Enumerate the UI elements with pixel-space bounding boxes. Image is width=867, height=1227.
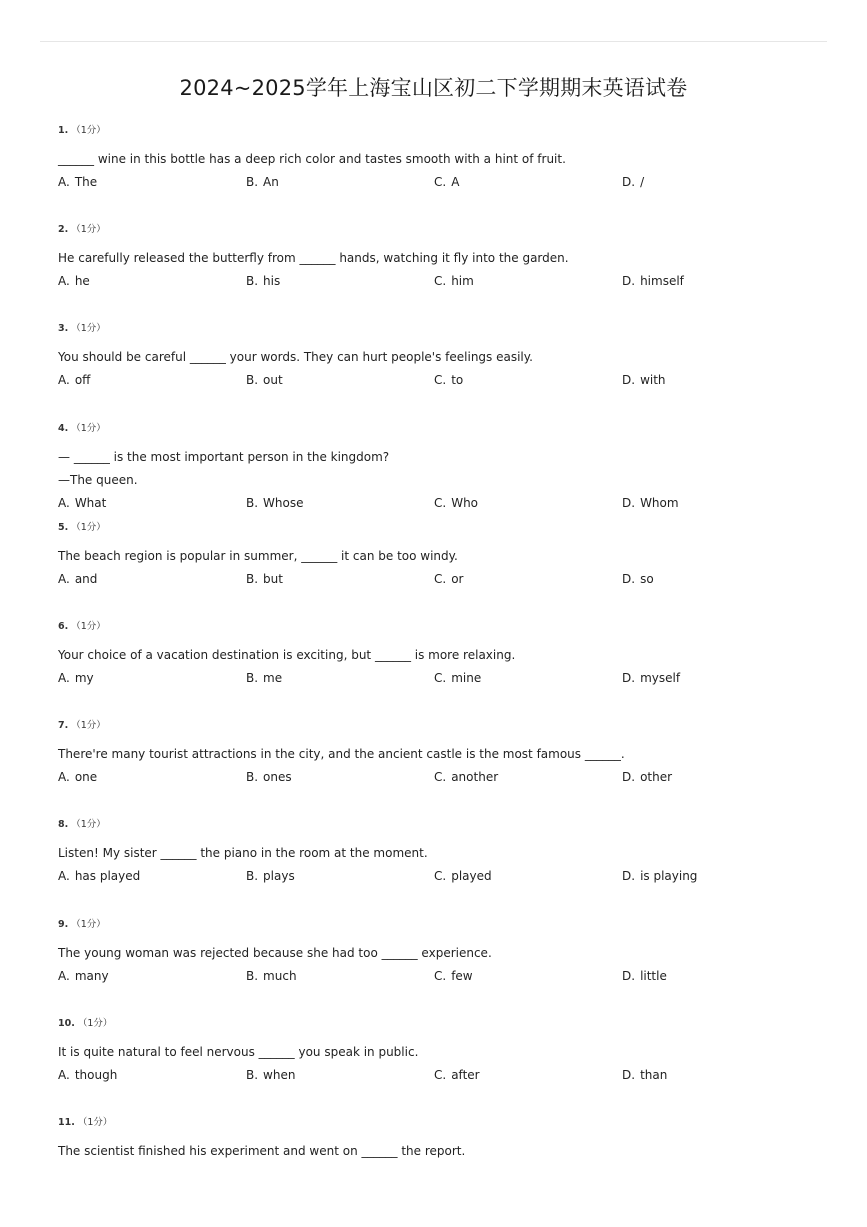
option-letter: C. bbox=[434, 373, 447, 388]
question-item bbox=[58, 616, 838, 715]
answer-option bbox=[434, 766, 498, 789]
question-item bbox=[58, 914, 838, 1013]
option-letter: A. bbox=[58, 1067, 70, 1082]
question-header bbox=[58, 618, 106, 632]
answer-option bbox=[246, 667, 282, 690]
header-divider bbox=[40, 41, 827, 42]
option-letter: B. bbox=[246, 869, 259, 884]
answer-option bbox=[434, 965, 473, 988]
option-text: when bbox=[263, 1067, 296, 1082]
option-text: Whose bbox=[263, 495, 304, 510]
question-item bbox=[58, 517, 838, 616]
question-header bbox=[58, 1114, 112, 1128]
answer-option bbox=[58, 965, 109, 988]
answer-option bbox=[434, 865, 492, 888]
question-score: （1分） bbox=[77, 1116, 113, 1128]
answer-option bbox=[58, 766, 97, 789]
question-number: 2. bbox=[58, 224, 69, 236]
question-text: Your choice of a vacation destination is exciting, but ______ is more relaxing. bbox=[58, 647, 516, 662]
question-item bbox=[58, 318, 838, 417]
answer-options bbox=[58, 766, 673, 789]
option-letter: A. bbox=[58, 670, 70, 685]
question-body bbox=[58, 1140, 465, 1163]
answer-options bbox=[58, 1064, 668, 1087]
answer-option bbox=[622, 1064, 667, 1087]
option-letter: A. bbox=[58, 869, 70, 884]
question-header bbox=[58, 816, 106, 830]
question-text: You should be careful ______ your words. They can hurt people's feelings easily. bbox=[58, 350, 533, 365]
question-number: 8. bbox=[58, 819, 69, 831]
answer-option bbox=[434, 369, 463, 392]
question-header bbox=[58, 320, 106, 334]
question-score: （1分） bbox=[71, 422, 106, 434]
answer-option bbox=[58, 1064, 117, 1087]
answer-option bbox=[622, 492, 679, 515]
option-text: Who bbox=[451, 495, 479, 510]
option-letter: C. bbox=[434, 869, 447, 884]
answer-option bbox=[246, 568, 283, 591]
question-text: He carefully released the butterfly from ______ hands, watching it fly into the garden. bbox=[58, 251, 569, 266]
option-text: plays bbox=[263, 869, 295, 884]
option-text: mine bbox=[451, 670, 482, 685]
question-header bbox=[58, 221, 106, 235]
question-text: There're many tourist attractions in the city, and the ancient castle is the most famous ______. bbox=[58, 747, 625, 762]
option-letter: A. bbox=[58, 175, 70, 189]
option-text: many bbox=[74, 968, 109, 983]
question-text: The beach region is popular in summer, ______ it can be too windy. bbox=[58, 548, 458, 563]
answer-option bbox=[622, 171, 644, 194]
question-text: — ______ is the most important person in the kingdom? bbox=[58, 449, 390, 464]
answer-option bbox=[246, 492, 304, 515]
option-text: with bbox=[640, 373, 666, 388]
question-body bbox=[58, 148, 645, 194]
question-header bbox=[58, 916, 106, 930]
answer-option bbox=[434, 667, 481, 690]
question-text: The scientist finished his experiment and went on ______ the report. bbox=[58, 1143, 466, 1158]
answer-option bbox=[622, 369, 666, 392]
option-text: he bbox=[74, 274, 90, 289]
option-letter: B. bbox=[246, 571, 259, 586]
question-item bbox=[58, 1013, 838, 1112]
answer-options bbox=[58, 965, 667, 988]
option-text: has played bbox=[74, 869, 141, 884]
answer-options bbox=[58, 492, 679, 515]
option-letter: B. bbox=[246, 175, 259, 189]
answer-option bbox=[434, 270, 474, 293]
option-letter: D. bbox=[622, 495, 636, 510]
question-body bbox=[58, 743, 673, 789]
option-text: so bbox=[640, 571, 654, 586]
option-letter: B. bbox=[246, 1067, 259, 1082]
question-score: （1分） bbox=[77, 1017, 113, 1029]
answer-option bbox=[246, 1064, 295, 1087]
option-text: one bbox=[74, 770, 98, 785]
option-text: A bbox=[451, 175, 460, 189]
question-score: （1分） bbox=[71, 323, 106, 335]
question-body bbox=[58, 942, 667, 988]
question-header bbox=[58, 1015, 112, 1029]
answer-option bbox=[246, 171, 279, 194]
question-score: （1分） bbox=[71, 918, 106, 930]
option-text: me bbox=[263, 670, 283, 685]
answer-option bbox=[58, 667, 94, 690]
option-text: much bbox=[263, 968, 297, 983]
answer-option bbox=[246, 965, 297, 988]
answer-option bbox=[434, 1064, 480, 1087]
question-body bbox=[58, 545, 654, 591]
question-score: （1分） bbox=[71, 521, 106, 533]
answer-option bbox=[434, 492, 478, 515]
answer-option bbox=[246, 865, 295, 888]
option-text: off bbox=[74, 373, 91, 388]
question-body bbox=[58, 346, 666, 392]
option-text: The bbox=[74, 175, 98, 189]
question-text: It is quite natural to feel nervous ______ you speak in public. bbox=[58, 1044, 419, 1059]
option-letter: B. bbox=[246, 770, 259, 785]
question-item bbox=[58, 418, 838, 517]
question-list bbox=[58, 120, 838, 1211]
question-number: 5. bbox=[58, 521, 69, 533]
option-letter: B. bbox=[246, 274, 259, 289]
question-text: The young woman was rejected because she had too ______ experience. bbox=[58, 945, 492, 960]
question-text: —The queen. bbox=[58, 472, 138, 487]
option-text: myself bbox=[640, 670, 681, 685]
answer-option bbox=[622, 270, 684, 293]
option-letter: D. bbox=[622, 175, 636, 189]
option-letter: D. bbox=[622, 373, 636, 388]
option-text: and bbox=[74, 571, 98, 586]
option-text: than bbox=[640, 1067, 668, 1082]
option-text: but bbox=[263, 571, 283, 586]
question-body bbox=[58, 247, 684, 293]
question-text: ______ wine in this bottle has a deep rich color and tastes smooth with a hint of fruit. bbox=[58, 152, 566, 166]
answer-option bbox=[58, 171, 97, 194]
option-letter: A. bbox=[58, 571, 70, 586]
answer-option bbox=[58, 865, 140, 888]
question-score: （1分） bbox=[71, 224, 106, 236]
option-letter: D. bbox=[622, 274, 636, 289]
option-letter: A. bbox=[58, 373, 70, 388]
option-letter: D. bbox=[622, 869, 636, 884]
answer-options bbox=[58, 171, 645, 194]
option-text: out bbox=[263, 373, 283, 388]
question-number: 3. bbox=[58, 323, 69, 335]
option-letter: B. bbox=[246, 670, 259, 685]
question-number: 10. bbox=[58, 1017, 75, 1029]
option-letter: A. bbox=[58, 968, 70, 983]
question-body bbox=[58, 842, 698, 888]
answer-options bbox=[58, 568, 654, 591]
answer-options bbox=[58, 270, 684, 293]
option-letter: B. bbox=[246, 968, 259, 983]
option-text: after bbox=[451, 1067, 480, 1082]
answer-option bbox=[434, 568, 463, 591]
option-text: What bbox=[74, 495, 107, 510]
question-header bbox=[58, 122, 106, 136]
option-letter: C. bbox=[434, 571, 447, 586]
answer-option bbox=[622, 865, 697, 888]
question-score: （1分） bbox=[71, 819, 106, 831]
option-letter: C. bbox=[434, 770, 447, 785]
option-letter: D. bbox=[622, 770, 636, 785]
option-letter: A. bbox=[58, 274, 70, 289]
answer-option bbox=[246, 369, 283, 392]
option-letter: C. bbox=[434, 175, 447, 189]
answer-option bbox=[622, 568, 654, 591]
question-header bbox=[58, 420, 106, 434]
answer-options bbox=[58, 667, 681, 690]
question-number: 1. bbox=[58, 125, 69, 136]
answer-options bbox=[58, 865, 698, 888]
option-text: An bbox=[263, 175, 279, 189]
question-item bbox=[58, 715, 838, 814]
question-number: 7. bbox=[58, 720, 69, 732]
answer-option bbox=[246, 766, 292, 789]
answer-option bbox=[58, 369, 90, 392]
option-letter: C. bbox=[434, 495, 447, 510]
option-text: or bbox=[451, 571, 464, 586]
option-letter: B. bbox=[246, 495, 259, 510]
option-text: few bbox=[451, 968, 473, 983]
question-item bbox=[58, 120, 838, 219]
option-text: is playing bbox=[640, 869, 698, 884]
answer-option bbox=[58, 270, 90, 293]
option-text: ones bbox=[263, 770, 292, 785]
answer-options bbox=[58, 369, 666, 392]
option-text: himself bbox=[640, 274, 684, 289]
option-text: Whom bbox=[640, 495, 679, 510]
question-item bbox=[58, 1112, 838, 1211]
question-score: （1分） bbox=[71, 125, 106, 136]
page-title: 2024~2025学年上海宝山区初二下学期期末英语试卷 bbox=[179, 76, 688, 100]
option-text: other bbox=[640, 770, 673, 785]
option-letter: D. bbox=[622, 1067, 636, 1082]
answer-option bbox=[622, 667, 680, 690]
question-score: （1分） bbox=[71, 720, 106, 732]
option-text: another bbox=[451, 770, 499, 785]
option-text: little bbox=[640, 968, 667, 983]
question-number: 9. bbox=[58, 918, 69, 930]
option-text: to bbox=[451, 373, 464, 388]
answer-option bbox=[622, 965, 667, 988]
option-text: his bbox=[263, 274, 281, 289]
question-body bbox=[58, 644, 681, 690]
option-text: him bbox=[451, 274, 474, 289]
question-item bbox=[58, 814, 838, 913]
option-text: my bbox=[74, 670, 94, 685]
option-text: / bbox=[640, 175, 645, 189]
answer-option bbox=[58, 568, 97, 591]
question-number: 11. bbox=[58, 1116, 75, 1128]
option-letter: B. bbox=[246, 373, 259, 388]
question-number: 6. bbox=[58, 620, 69, 632]
question-score: （1分） bbox=[71, 620, 106, 632]
option-letter: C. bbox=[434, 1067, 447, 1082]
answer-option bbox=[622, 766, 672, 789]
option-letter: A. bbox=[58, 495, 70, 510]
option-letter: D. bbox=[622, 968, 636, 983]
question-text: Listen! My sister ______ the piano in the room at the moment. bbox=[58, 846, 428, 861]
option-letter: C. bbox=[434, 968, 447, 983]
answer-option bbox=[246, 270, 280, 293]
question-item bbox=[58, 219, 838, 318]
question-header bbox=[58, 717, 106, 731]
option-letter: A. bbox=[58, 770, 70, 785]
answer-option bbox=[434, 171, 459, 194]
question-body bbox=[58, 446, 679, 515]
question-body bbox=[58, 1041, 668, 1087]
option-letter: D. bbox=[622, 670, 636, 685]
answer-option bbox=[58, 492, 106, 515]
option-letter: C. bbox=[434, 274, 447, 289]
option-text: played bbox=[451, 869, 492, 884]
option-letter: C. bbox=[434, 670, 447, 685]
question-number: 4. bbox=[58, 422, 69, 434]
option-letter: D. bbox=[622, 571, 636, 586]
question-header bbox=[58, 519, 106, 533]
option-text: though bbox=[74, 1067, 118, 1082]
